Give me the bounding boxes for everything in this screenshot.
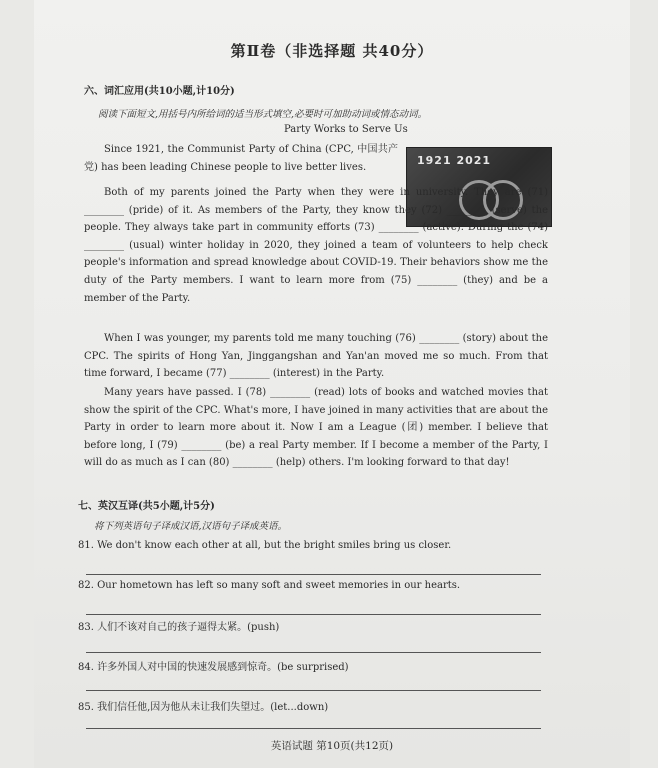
page-title: 第Ⅱ卷（非选择题 共40分） — [230, 42, 434, 60]
image-caption: 1921 2021 — [417, 154, 492, 167]
question-81: 81. We don't know each other at all, but the bright smiles bring us closer. — [78, 540, 452, 551]
exam-page — [34, 0, 630, 768]
question-83: 83. 人们不该对自己的孩子逼得太紧。(push) — [78, 622, 280, 633]
page-footer: 英语试题 第10页(共12页) — [270, 740, 394, 752]
answer-line-83 — [86, 652, 541, 653]
question-84: 84. 许多外国人对中国的快速发展感到惊奇。(be surprised) — [78, 662, 349, 673]
question-85: 85. 我们信任他,因为他从未让我们失望过。(let...down) — [78, 702, 329, 713]
passage-title: Party Works to Serve Us — [284, 124, 408, 135]
answer-line-82 — [86, 614, 541, 615]
passage-paragraph-1: Since 1921, the Communist Party of China (CPC, 中国共产党) has been leading Chinese people to live better lives. — [84, 144, 398, 173]
passage-paragraph-2: Both of my parents joined the Party when they were in university. They are (71) ________ (pride) of it. As members of the Party, they know they (72) ________ (serve) the people. They always take part in community efforts (73) ________ (active). During the (74) ________ (usual) winter holiday in 2020, they joined a team of volunteers to help check people's information and spread knowledge about COVID-19. Their behaviors show me the duty of the Party members. I want to learn more from (75) ________ (they) and be a member of the Party. — [84, 187, 548, 304]
section6-heading: 六、词汇应用(共10小题,计10分) — [84, 86, 235, 97]
answer-line-81 — [86, 574, 541, 575]
section7-instruction: 将下列英语句子译成汉语,汉语句子译成英语。 — [94, 521, 288, 532]
section7-heading: 七、英汉互译(共5小题,计5分) — [78, 501, 215, 512]
passage-paragraph-4: Many years have passed. I (78) ________ (read) lots of books and watched movies that show the spirit of the CPC. What's more, I have joined in many activities that are about the Party in order to learn more about it. Now I am a League (团) member. I believe that before long, I (79) ________ (be) a real Party member. If I become a member of the Party, I will do as much as I can (80) ________ (help) others. I'm looking forward to that day! — [84, 387, 548, 469]
answer-line-85 — [86, 728, 541, 729]
answer-line-84 — [86, 690, 541, 691]
passage-paragraph-3: When I was younger, my parents told me many touching (76) ________ (story) about the CPC. The spirits of Hong Yan, Jinggangshan and Yan'an moved me so much. From that time forward, I became (77) ________ (interest) in the Party. — [84, 333, 548, 380]
section6-instruction: 阅读下面短文,用括号内所给词的适当形式填空,必要时可加助动词或情态动词。 — [98, 109, 428, 120]
question-82: 82. Our hometown has left so many soft and sweet memories in our hearts. — [78, 580, 461, 591]
